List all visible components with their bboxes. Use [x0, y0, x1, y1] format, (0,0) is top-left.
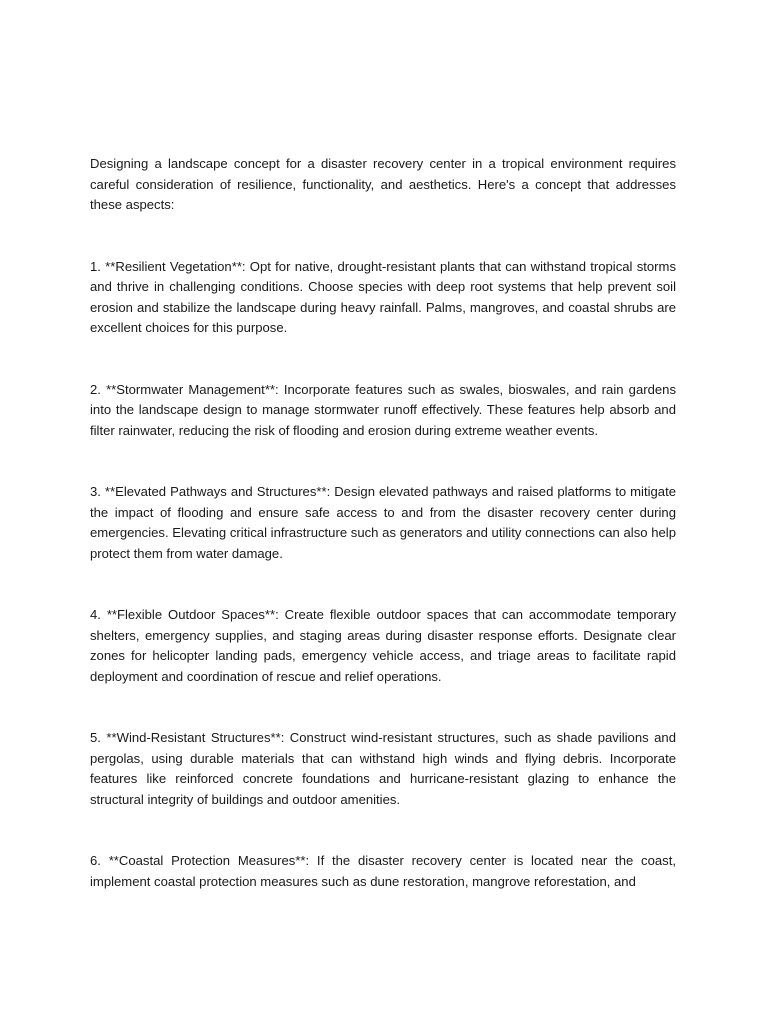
list-item: 6. **Coastal Protection Measures**: If the disaster recovery center is located near the coast, implement coastal protection measures such as dune restoration, mangrove reforestation, and [90, 853, 676, 889]
intro-paragraph: Designing a landscape concept for a disaster recovery center in a tropical environment requires careful consideration of resilience, functionality, and aesthetics. Here's a concept that addresses these aspects: [90, 156, 676, 212]
list-item: 5. **Wind-Resistant Structures**: Construct wind-resistant structures, such as shade pavilions and pergolas, using durable materials that can withstand high winds and flying debris. Incorporate features like reinforced concrete foundations and hurricane-resistant glazing to enhance the structural integrity of buildings and outdoor amenities. [90, 730, 676, 807]
list-item: 4. **Flexible Outdoor Spaces**: Create flexible outdoor spaces that can accommodate temporary shelters, emergency supplies, and staging areas during disaster response efforts. Designate clear zones for helicopter landing pads, emergency vehicle access, and triage areas to facilitate rapid deployment and coordination of rescue and relief operations. [90, 607, 676, 684]
list-item: 3. **Elevated Pathways and Structures**: Design elevated pathways and raised platforms to mitigate the impact of flooding and ensure safe access to and from the disaster recovery center during emergencies. Elevating critical infrastructure such as generators and utility connections can also help protect them from water damage. [90, 484, 676, 561]
list-item: 1. **Resilient Vegetation**: Opt for native, drought-resistant plants that can withstand tropical storms and thrive in challenging conditions. Choose species with deep root systems that help prevent soil erosion and stabilize the landscape during heavy rainfall. Palms, mangroves, and coastal shrubs are excellent choices for this purpose. [90, 258, 676, 335]
document-body [90, 154, 676, 892]
list-item: 2. **Stormwater Management**: Incorporate features such as swales, bioswales, and rain gardens into the landscape design to manage stormwater runoff effectively. These features help absorb and filter rainwater, reducing the risk of flooding and erosion during extreme weather events. [90, 381, 676, 438]
